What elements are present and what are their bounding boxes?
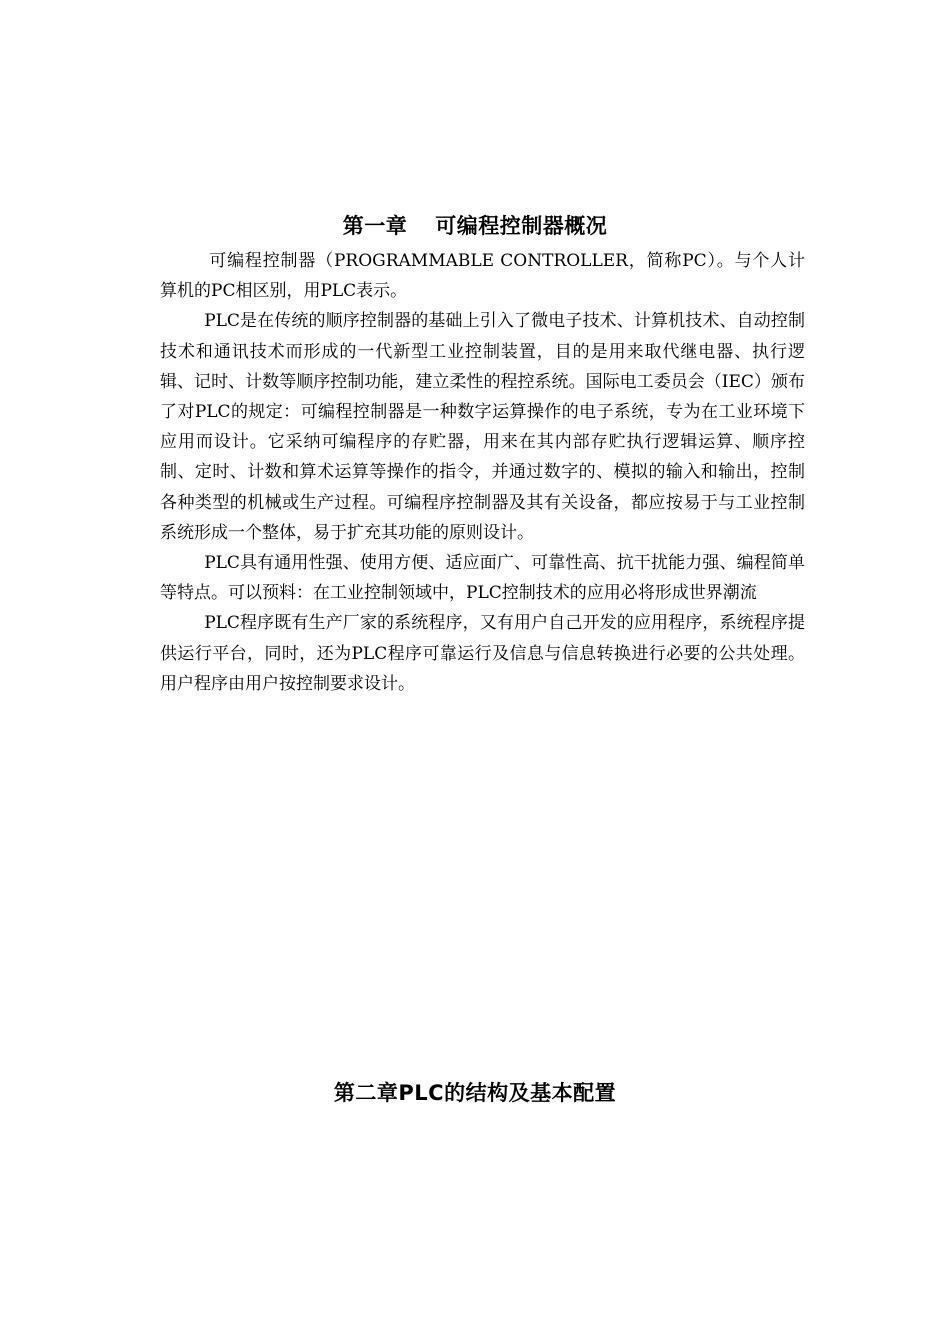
- chapter-1-number: 第一章: [342, 214, 408, 238]
- chapter-1-title: [0, 210, 950, 240]
- paragraph-2: PLC是在传统的顺序控制器的基础上引入了微电子技术、计算机技术、自动控制技术和通讯技术而形成的一代新型工业控制装置，目的是用来取代继电器、执行逻辑、记时、计数等顺序控制功能，建立柔性的程控系统。国际电工委员会（IEC）颁布了对PLC的规定：可编程控制器是一种数字运算操作的电子系统，专为在工业环境下应用而设计。它采纳可编程序的存贮器，用来在其内部存贮执行逻辑运算、顺序控制、定时、计数和算术运算等操作的指令，并通过数字的、模拟的输入和输出，控制各种类型的机械或生产过程。可编程序控制器及其有关设备，都应按易于与工业控制系统形成一个整体，易于扩充其功能的原则设计。: [160, 311, 805, 543]
- paragraph-3: PLC具有通用性强、使用方便、适应面广、可靠性高、抗干扰能力强、编程简单等特点。可以预料：在工业控制领域中，PLC控制技术的应用必将形成世界潮流: [160, 553, 805, 604]
- paragraph-1: 可编程控制器（PROGRAMMABLE CONTROLLER，简称PC）。与个人计算机的PC相区别，用PLC表示。: [160, 251, 805, 302]
- chapter-2-title: 第二章PLC的结构及基本配置: [333, 1081, 617, 1105]
- chapter-1-body: [160, 246, 805, 699]
- chapter-1-name: 可编程控制器概况: [435, 214, 608, 238]
- paragraph-4: PLC程序既有生产厂家的系统程序，又有用户自己开发的应用程序，系统程序提供运行平台，同时，还为PLC程序可靠运行及信息与信息转换进行必要的公共处理。用户程序由用户按控制要求设计。: [160, 613, 805, 694]
